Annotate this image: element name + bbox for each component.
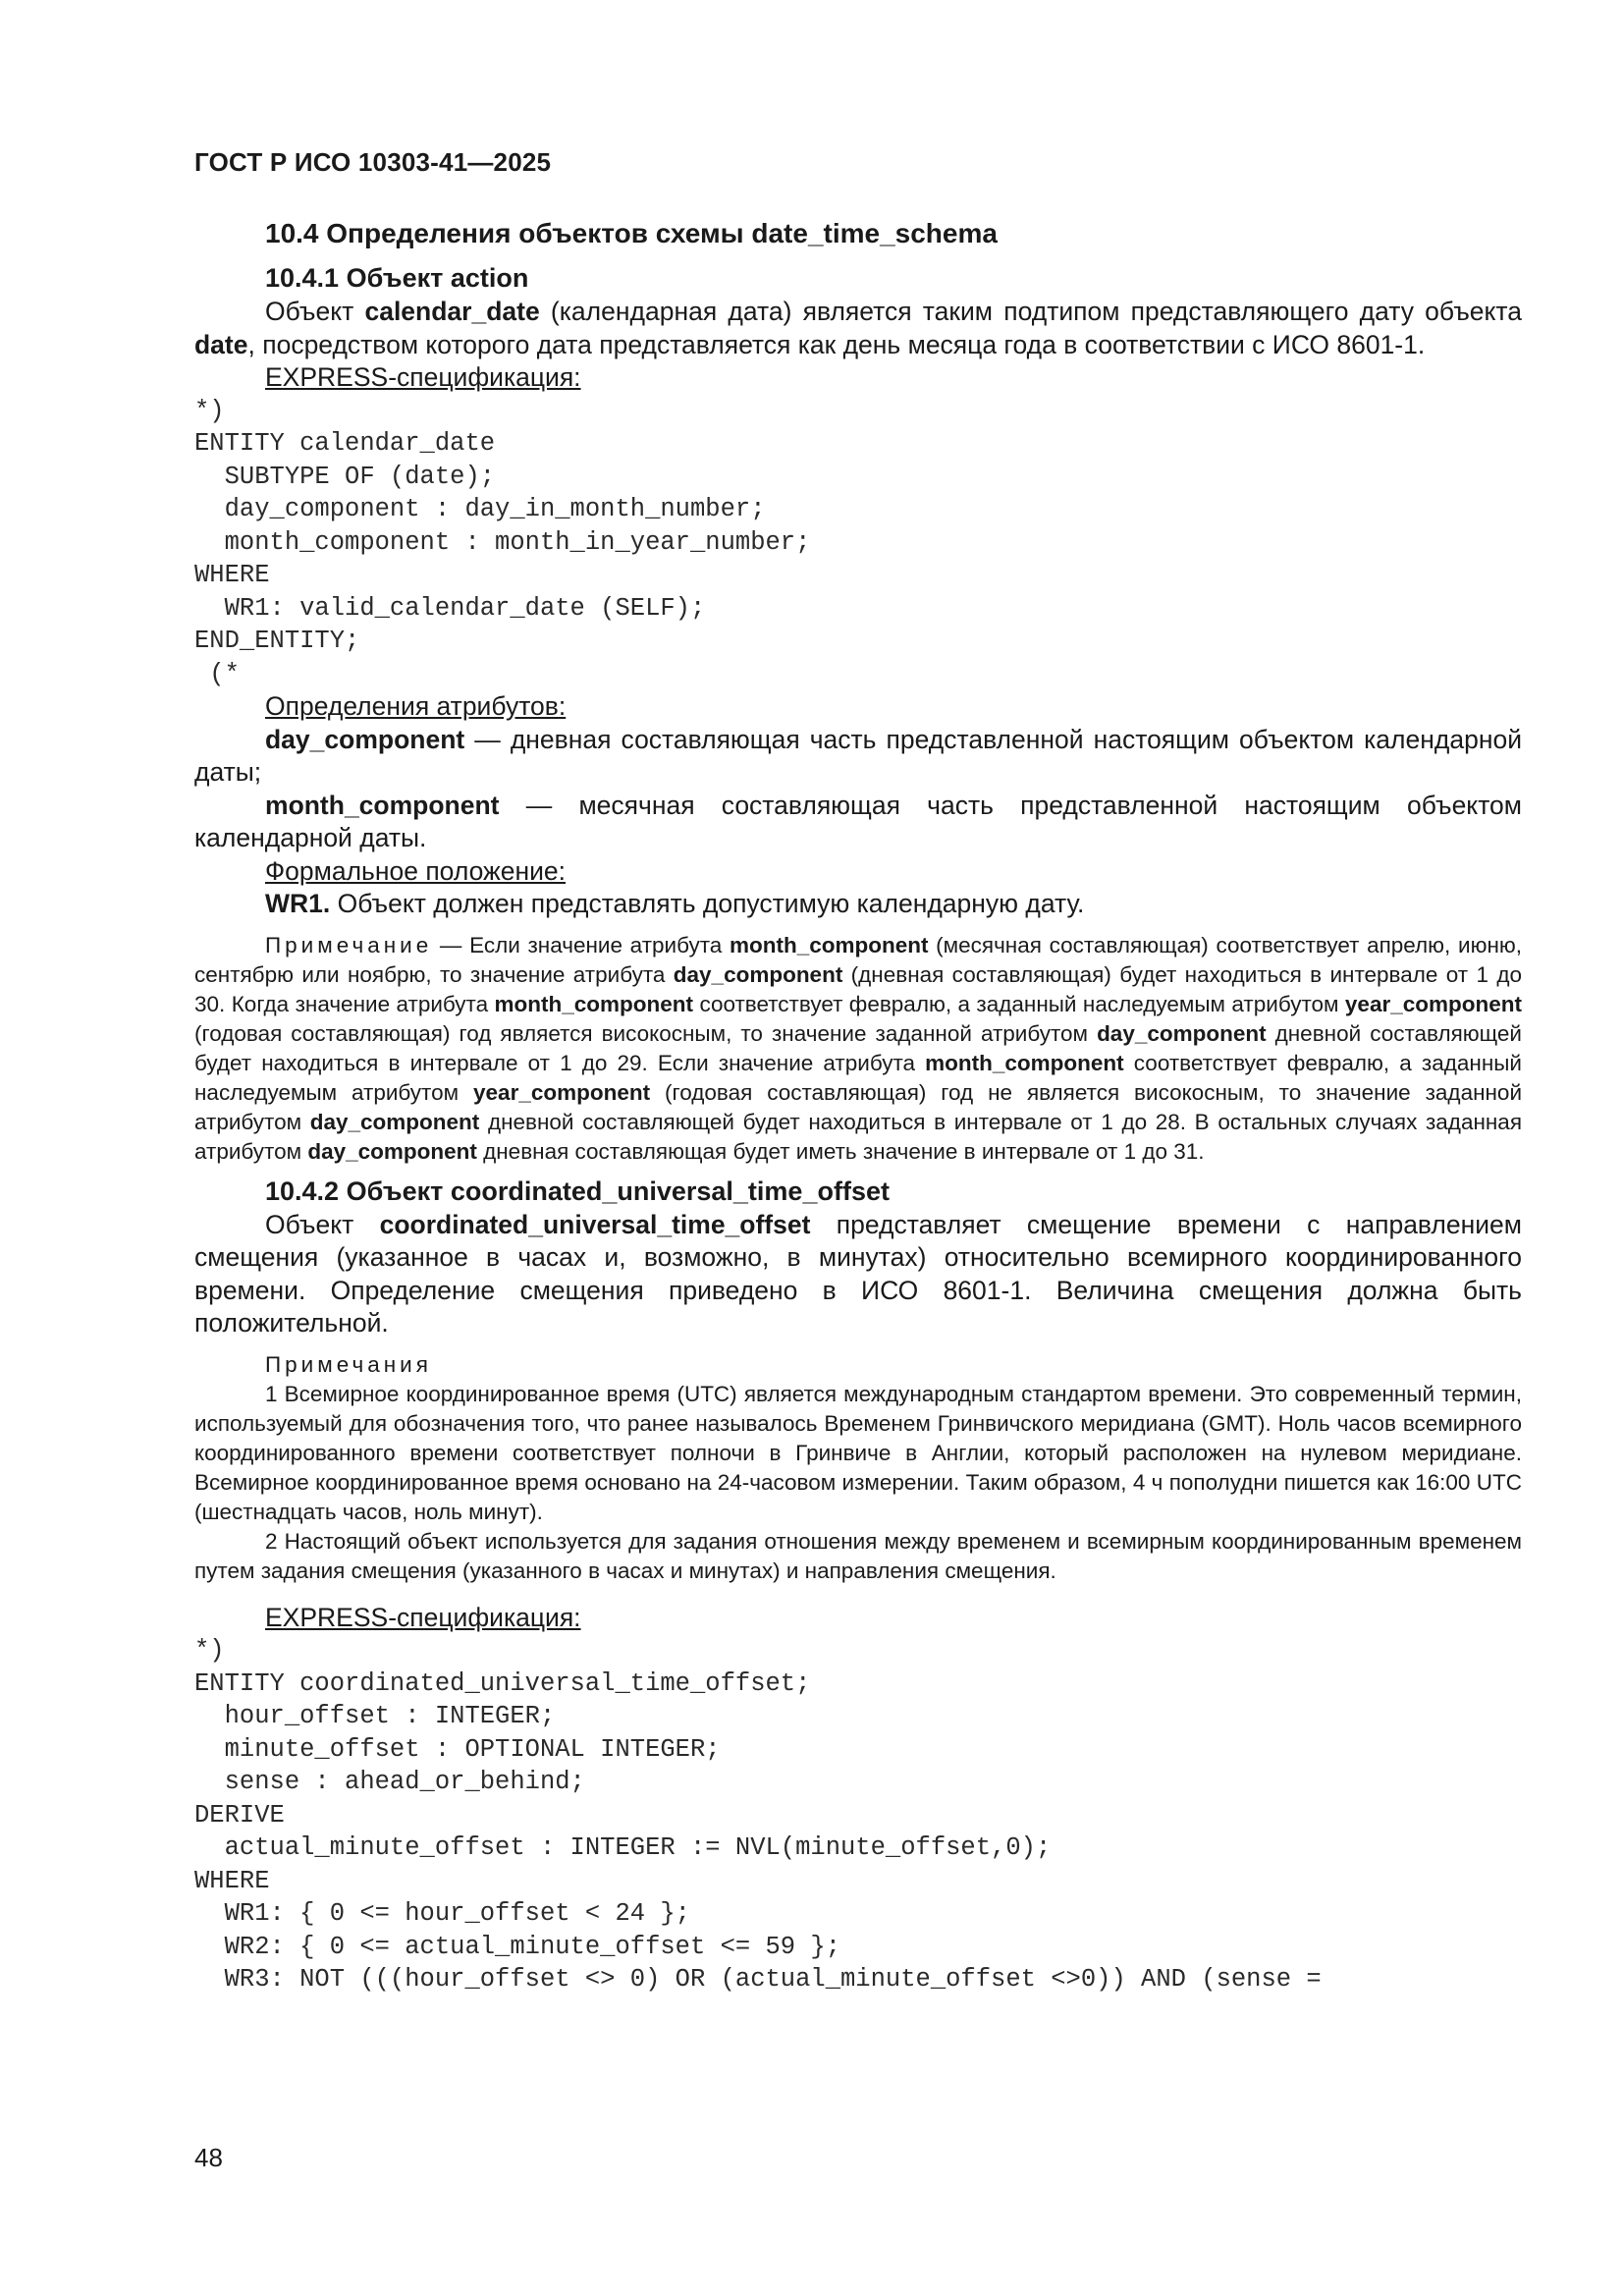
notes-label: Примечания [265,1351,432,1377]
subsection-title-action: 10.4.1 Объект action [265,263,529,293]
formal-proposition-label: Формальное положение: [265,855,567,886]
page-content [194,218,1522,1996]
attr-definitions-label: Определения атрибутов: [265,691,567,721]
note-utc-2: 2 Настоящий объект используется для задания отношения между временем и всемирным координированным временем путем задания смещения (указанного в часах и минутах) и направления смещения. [194,1528,1522,1583]
express-code-calendar-date: *) ENTITY calendar_date SUBTYPE OF (date); day_component : day_in_month_number; month_component : month_in_year_number; WHERE WR1: valid_calendar_date (SELF); END_ENTITY; (* [194,396,811,688]
attr-day-component: day_component — дневная составляющая часть представленной настоящим объектом календарной даты; [194,724,1522,787]
note-utc-1: 1 Всемирное координированное время (UTC) является международным стандартом времени. Это современный термин, используемый для обозначения того, что ранее называлось Временем Гринвичского меридиана (GMT). Ноль часов всемирного координированного времени соответствует полночи в Гринвиче в Англии, который расположен на нулевом меридиане. Всемирное координированное время основано на 24-часовом измерении. Таким образом, 4 ч пополудни пишется как 16:00 UTC (шестнадцать часов, ноль минут). [194,1381,1522,1524]
document-header: ГОСТ Р ИСО 10303-41—2025 [194,147,552,177]
subsection-title-utc-offset: 10.4.2 Объект coordinated_universal_time_offset [265,1175,890,1206]
express-spec-label: EXPRESS-спецификация: [265,362,581,392]
page-number: 48 [194,2143,223,2172]
wr1-rule: WR1. Объект должен представлять допустимую календарную дату. [265,889,1085,918]
utc-offset-intro: Объект coordinated_universal_time_offset представляет смещение времени с направлением смещения (указанное в часах и, возможно, в минутах) относительно всемирного координированного времени. Определение смещения приведено в ИСО 8601-1. Величина смещения должна быть положительной. [194,1209,1522,1338]
section-title: 10.4 Определения объектов схемы date_time_schema [265,218,998,248]
express-spec-label-2: EXPRESS-спецификация: [265,1602,581,1632]
attr-month-component: month_component — месячная составляющая часть представленной настоящим объектом календарной даты. [194,790,1522,852]
express-code-utc-offset: *) ENTITY coordinated_universal_time_offset; hour_offset : INTEGER; minute_offset : OPTIONAL INTEGER; sense : ahead_or_behind; DERIVE actual_minute_offset : INTEGER := NVL(minute_offset,0); WHERE WR1: { 0 <= hour_offset < 24 }; WR2: { 0 <= actual_minute_offset <= 59 }; WR3: NOT (((hour_offset <> 0) OR (actual_minute_offset <>0)) AND (sense = [194,1636,1322,1994]
calendar-date-intro: Объект calendar_date (календарная дата) является таким подтипом представляющего дату объекта date, посредством которого дата представляется как день месяца года в соответствии с ИСО 8601-1. [194,297,1522,359]
note-calendar-date: Примечание — Если значение атрибута month_component (месячная составляющая) соответствует апрелю, июню, сентябрю или ноябрю, то значение атрибута day_component (дневная составляющая) будет находиться в интервале от 1 до 30. Когда значение атрибута month_component соответствует февралю, а заданный наследуемым атрибутом year_component (годовая составляющая) год является високосным, то значение заданной атрибутом day_component дневной составляющей будет находиться в интервале от 1 до 29. Если значение атрибута month_component соответствует февралю, а заданный наследуемым атрибутом year_component (годовая составляющая) год не является високосным, то значение заданной атрибутом day_component дневной составляющей будет находиться в интервале от 1 до 28. В остальных случаях заданная атрибутом day_component дневная составляющая будет иметь значение в интервале от 1 до 31. [194,932,1523,1164]
